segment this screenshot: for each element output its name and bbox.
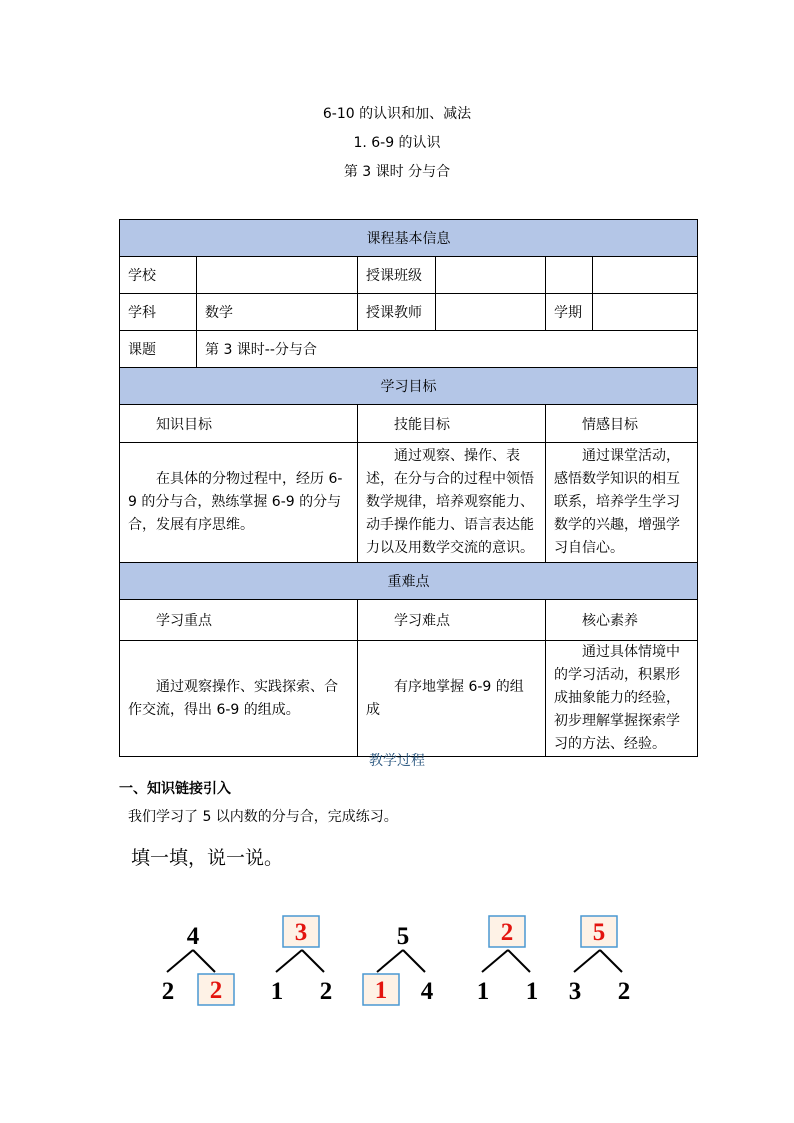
teacher-label: 授课教师 [358,294,436,331]
bond-line-right [302,950,324,972]
teaching-process-title: 教学过程 [369,753,425,769]
school-value [197,257,358,294]
number-bond-2 [271,916,333,1005]
number-bond-3 [363,923,434,1005]
answer-number: 3 [294,919,308,946]
class-value [436,257,546,294]
goal-text-knowledge: 在具体的分物过程中，经历 6-9 的分与合，熟练掌握 6-9 的分与合，发展有序思维。 [120,443,358,563]
goal-col-emotion: 情感目标 [546,405,698,443]
key-text-literacy: 通过具体情境中的学习活动，积累形成抽象能力的经验，初步理解掌握探索学习的方法、经验。 [546,641,698,757]
subject-label: 学科 [120,294,197,331]
topic-label: 课题 [120,331,197,368]
number-bond-exercises [150,900,650,1010]
number-bond-4 [477,916,539,1005]
goal-col-skill: 技能目标 [358,405,546,443]
doc-subtitle: 1. 6-9 的认识 [353,135,441,151]
exercise-prompt: 填一填，说一说。 [131,847,284,869]
key-text-difficulty: 有序地掌握 6-9 的组成 [358,641,546,757]
answer-number: 2 [500,919,514,946]
key-points-header: 重难点 [120,563,698,600]
bond-number-top: 5 [396,923,410,950]
bond-number-top: 4 [186,923,200,950]
term-label: 学期 [546,294,593,331]
bond-line-left [377,950,403,972]
bond-number-left: 1 [476,978,490,1005]
bond-line-left [482,950,508,972]
answer-number: 1 [374,977,388,1004]
course-info-table [119,219,698,757]
class-label: 授课班级 [358,257,436,294]
term-value [593,294,698,331]
basic-info-header: 课程基本信息 [120,220,698,257]
number-bond-5 [569,916,631,1005]
key-col-difficulty: 学习难点 [358,600,546,641]
doc-lesson: 第 3 课时 分与合 [343,164,451,180]
subject-value: 数学 [197,294,358,331]
bond-line-left [167,950,193,972]
empty-cell [546,257,593,294]
bond-number-left: 2 [161,978,175,1005]
teacher-value [436,294,546,331]
bond-line-left [574,950,600,972]
goal-text-emotion: 通过课堂活动，感悟数学知识的相互联系，培养学生学习数学的兴趣，增强学习自信心。 [546,443,698,563]
goal-col-knowledge: 知识目标 [120,405,358,443]
section-1-title: 一、知识链接引入 [119,781,231,797]
bond-number-right: 2 [617,978,631,1005]
goal-text-skill: 通过观察、操作、表述，在分与合的过程中领悟数学规律，培养观察能力、动手操作能力、语言表达能力以及用数学交流的意识。 [358,443,546,563]
key-text-focus: 通过观察操作、实践探索、合作交流，得出 6-9 的组成。 [120,641,358,757]
empty-cell [593,257,698,294]
section-1-text: 我们学习了 5 以内数的分与合，完成练习。 [128,809,398,825]
bond-number-right: 2 [319,978,333,1005]
number-bond-1 [162,923,234,1005]
key-col-literacy: 核心素养 [546,600,698,641]
bond-number-right: 4 [420,978,434,1005]
bond-line-right [403,950,425,972]
key-col-focus: 学习重点 [120,600,358,641]
answer-number: 5 [592,919,606,946]
bond-number-left: 1 [270,978,284,1005]
answer-number: 2 [209,977,223,1004]
bond-number-right: 1 [525,978,539,1005]
bond-line-right [508,950,530,972]
bond-line-left [276,950,302,972]
bond-line-right [193,950,215,972]
doc-title: 6-10 的认识和加、减法 [322,106,472,122]
bond-line-right [600,950,622,972]
goals-header: 学习目标 [120,368,698,405]
school-label: 学校 [120,257,197,294]
topic-value: 第 3 课时--分与合 [197,331,698,368]
bond-number-left: 3 [568,978,582,1005]
